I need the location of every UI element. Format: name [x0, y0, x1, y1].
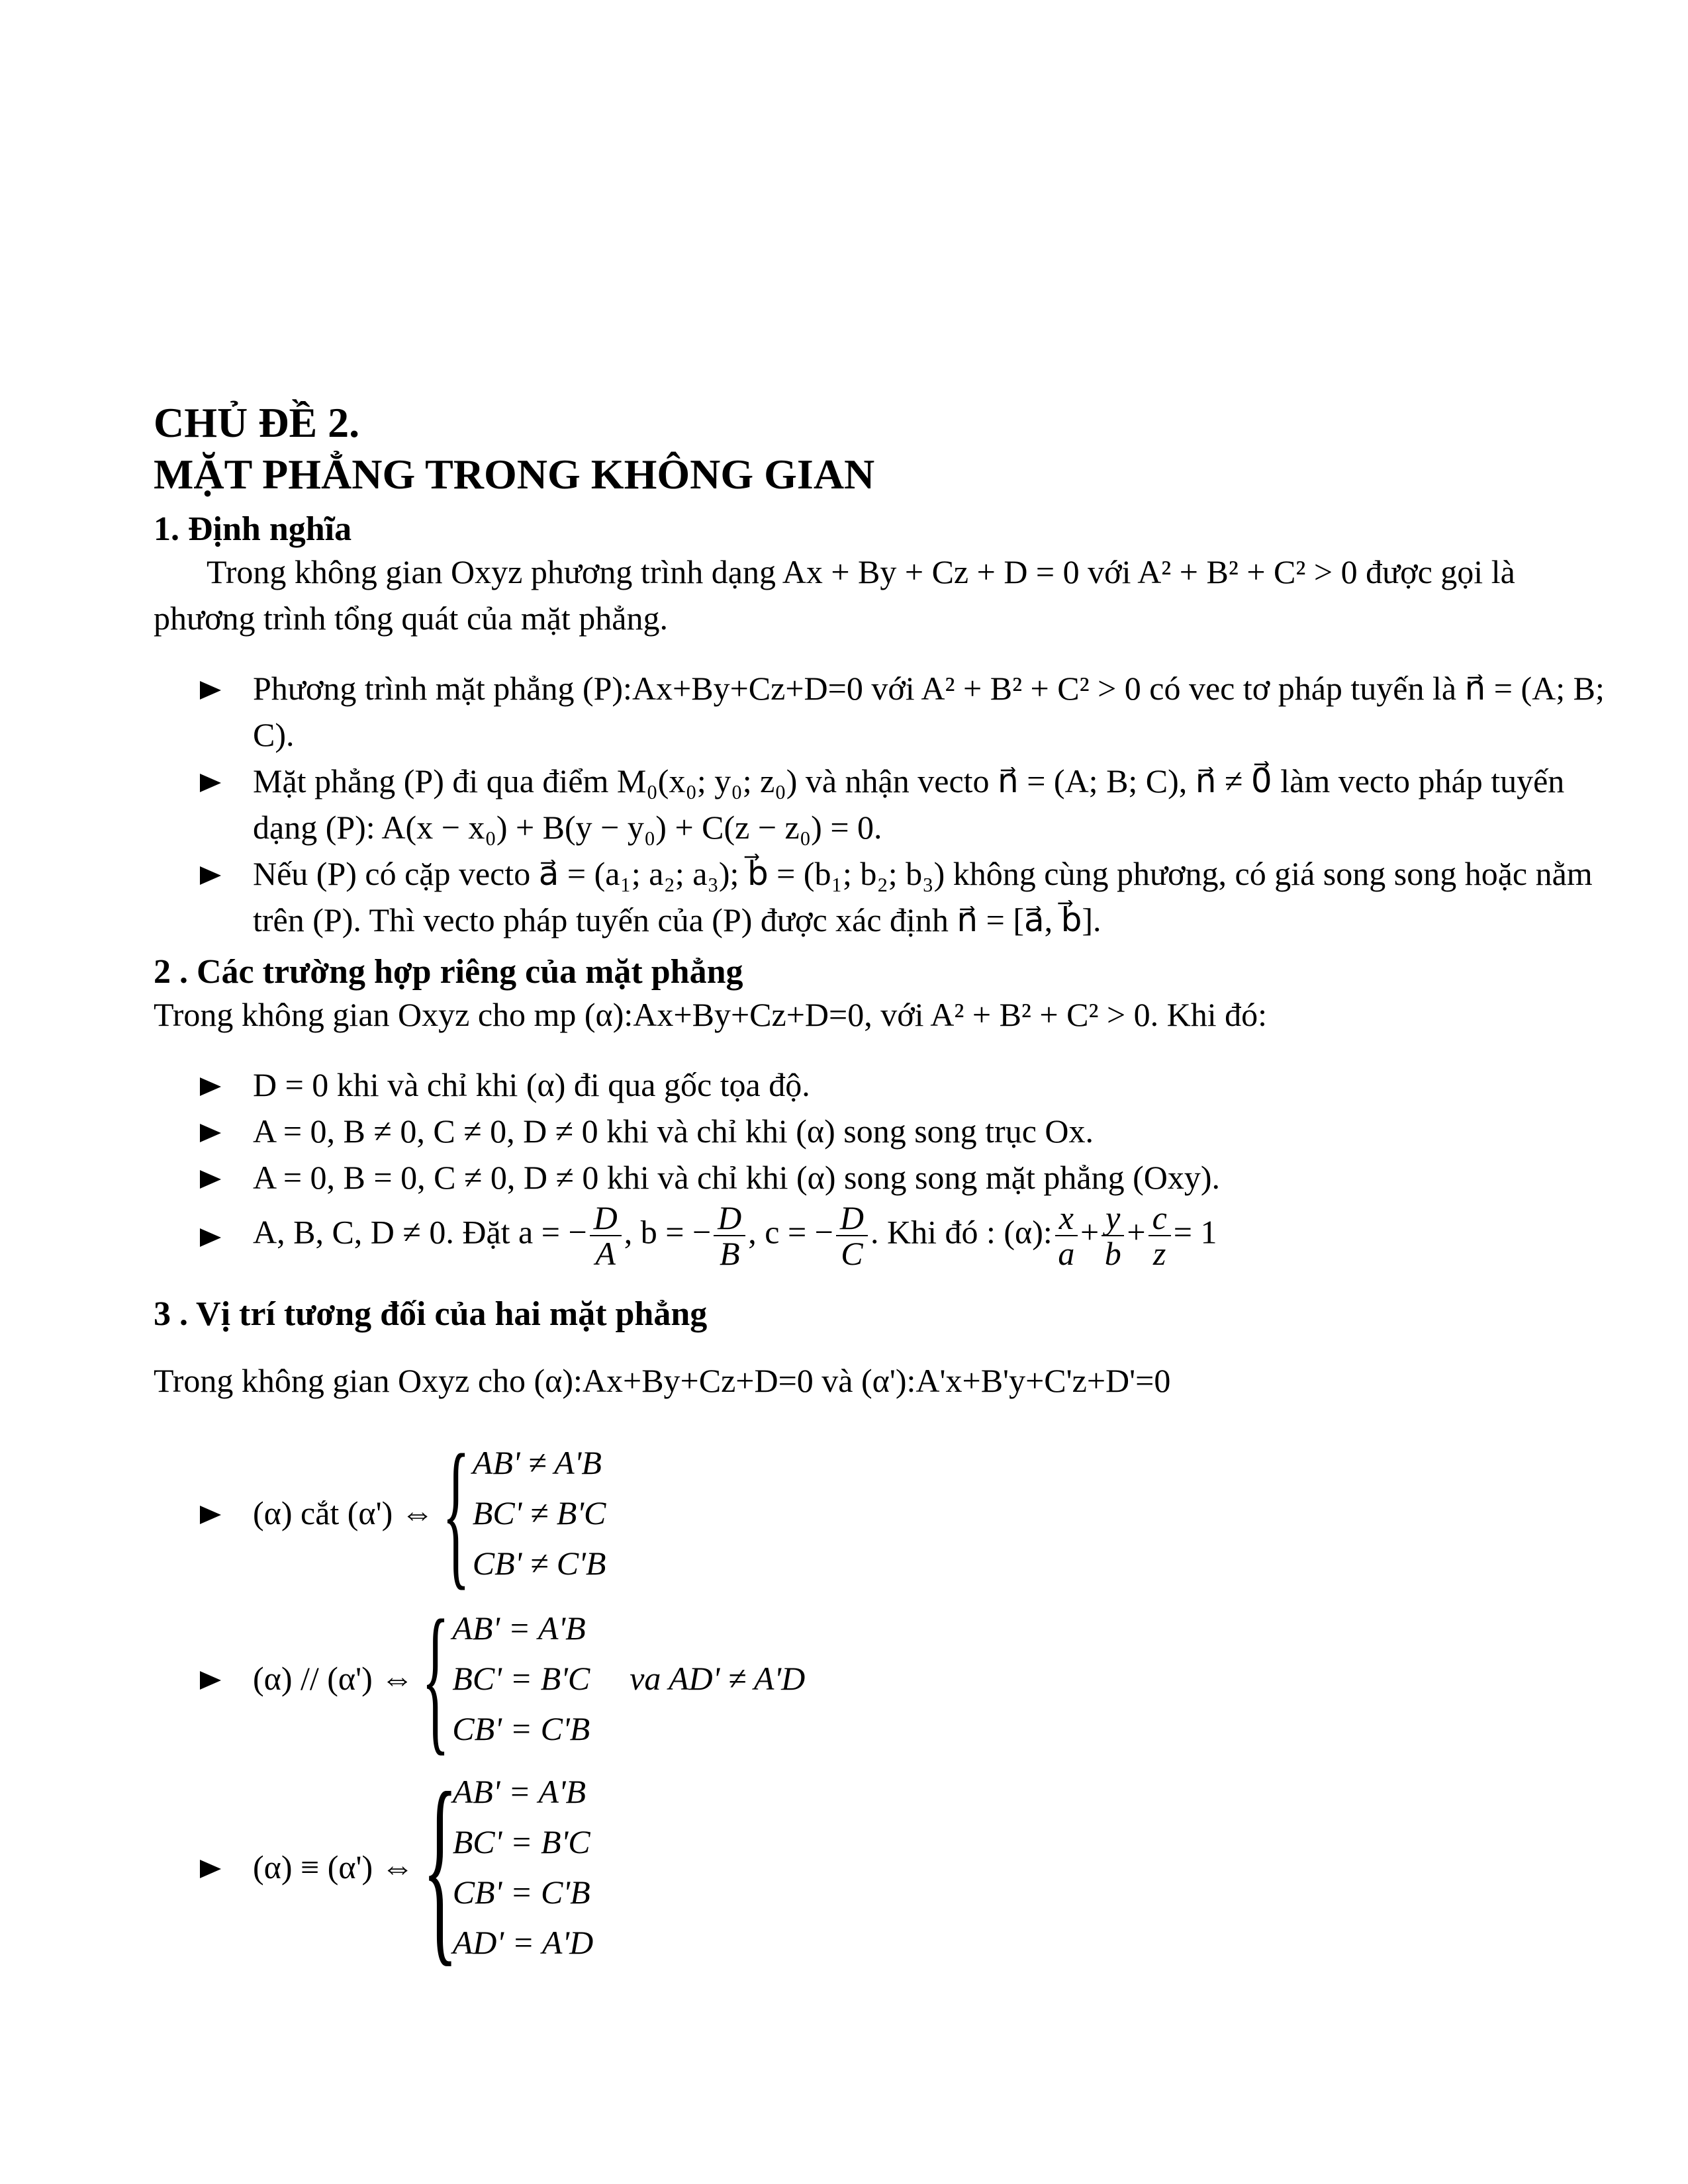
bullet-text: Phương trình mặt phẳng (P):Ax+By+Cz+D=0 với A² + B² + C² > 0 có vec tơ pháp tuyến là n⃗ = (A; B; C).: [253, 670, 1605, 753]
fraction-d-over-b: $\frac{D}{B}$: [714, 1201, 745, 1271]
arrow-bullet-icon: [200, 1848, 253, 1886]
bullet-text: Mặt phẳng (P) đi qua điểm M₀(x₀; y₀; z₀) và nhận vecto n⃗ = (A; B; C), n⃗ ≠ 0⃗ làm vecto pháp tuyến dạng (P): A(x − x₀) + B(y − y₀) + C(z − z₀) = 0.: [253, 762, 1565, 846]
chapter-title: CHỦ ĐỀ 2.: [154, 399, 360, 446]
section-1-paragraph: Trong không gian Oxyz phương trình dạng Ax + By + Cz + D = 0 với A² + B² + C² > 0 được gọi là phương trình tổng quát của mặt phẳng.: [154, 553, 1515, 637]
left-brace-icon: {: [422, 1750, 458, 1984]
case-intersect: [200, 1421, 1610, 1604]
bullet-2: [200, 758, 1610, 850]
arrow-bullet-icon: [200, 850, 253, 897]
bullet-1: [200, 665, 1610, 758]
chapter-subtitle: MẶT PHẲNG TRONG KHÔNG GIAN: [154, 451, 875, 498]
case-lhs: (α) cắt (α') ⇔: [253, 1494, 434, 1531]
bullet-text: A = 0, B = 0, C ≠ 0, D ≠ 0 khi và chỉ khi (α) song song mặt phẳng (Oxy).: [253, 1159, 1220, 1196]
bullet-5: [200, 1108, 1610, 1154]
fraction-d-over-c: $\frac{D}{C}$: [836, 1201, 868, 1271]
section-2-heading: 2 . Các trường hợp riêng của mặt phẳng: [154, 953, 743, 991]
section-1-heading: 1. Định nghĩa: [154, 510, 352, 548]
section-2-intro: Trong không gian Oxyz cho mp (α):Ax+By+Cz+D=0, với A² + B² + C² > 0. Khi đó:: [154, 996, 1268, 1033]
arrow-bullet-icon: [200, 1108, 253, 1154]
arrow-bullet-icon: [200, 665, 253, 711]
bullet-text: D = 0 khi và chỉ khi (α) đi qua gốc tọa độ.: [253, 1066, 810, 1103]
equation-system: { AB' = A'B BC' = B'C CB' = C'B AD' = A'D: [422, 1750, 594, 1984]
case-coincide: [200, 1750, 1610, 1984]
arrow-bullet-icon: [200, 1154, 253, 1201]
intercept-form-text: A, B, C, D ≠ 0. Đặt a = − $\frac{D}{A}$ , b = − $\frac{D}{B}$ , c = − $\frac{D}{C}$ . Khi đó : (α): $\frac{x}{a}$ + $\frac{y}{b}$ + $\frac{c}{z}$ = 1: [253, 1199, 1217, 1272]
left-brace-icon: {: [442, 1421, 470, 1604]
left-brace-icon: {: [422, 1586, 450, 1770]
fraction-d-over-a: $\frac{D}{A}$: [590, 1201, 622, 1271]
arrow-bullet-icon: [200, 1062, 253, 1108]
bullet-7: [200, 1201, 1610, 1271]
case-lhs: (α) // (α') ⇔: [253, 1660, 414, 1697]
document-page: [154, 397, 1610, 1984]
bullet-text: Nếu (P) có cặp vecto a⃗ = (a₁; a₂; a₃); b⃗ = (b₁; b₂; b₃) không cùng phương, có giá song song hoặc nằm trên (P). Thì vecto pháp tuyến của (P) được xác định n⃗ = [a⃗, b⃗].: [253, 855, 1593, 938]
equation-system: { AB' = A'B BC' = B'C CB' = C'B: [422, 1586, 590, 1770]
bullet-3: [200, 850, 1610, 943]
arrow-bullet-icon: [200, 1659, 253, 1698]
case-parallel: [200, 1586, 1610, 1770]
bullet-4: [200, 1062, 1610, 1108]
arrow-bullet-icon: [200, 1212, 253, 1259]
section-3-heading: 3 . Vị trí tương đối của hai mặt phẳng: [154, 1295, 708, 1333]
case-lhs: (α) ≡ (α') ⇔: [253, 1848, 414, 1886]
case-extra-condition: va AD' ≠ A'D: [630, 1660, 806, 1697]
fraction-c-over-z: $\frac{c}{z}$: [1149, 1201, 1171, 1271]
bullet-text: A = 0, B ≠ 0, C ≠ 0, D ≠ 0 khi và chỉ khi (α) song song trục Ox.: [253, 1113, 1094, 1150]
section-3-intro: Trong không gian Oxyz cho (α):Ax+By+Cz+D=0 và (α'):A'x+B'y+C'z+D'=0: [154, 1362, 1171, 1399]
bullet-6: [200, 1154, 1610, 1201]
fraction-y-over-b: $\frac{y}{b}$: [1102, 1201, 1124, 1271]
arrow-bullet-icon: [200, 1494, 253, 1532]
arrow-bullet-icon: [200, 758, 253, 804]
fraction-x-over-a: $\frac{x}{a}$: [1055, 1201, 1078, 1271]
equation-system: { AB' ≠ A'B BC' ≠ B'C CB' ≠ C'B: [442, 1421, 606, 1604]
